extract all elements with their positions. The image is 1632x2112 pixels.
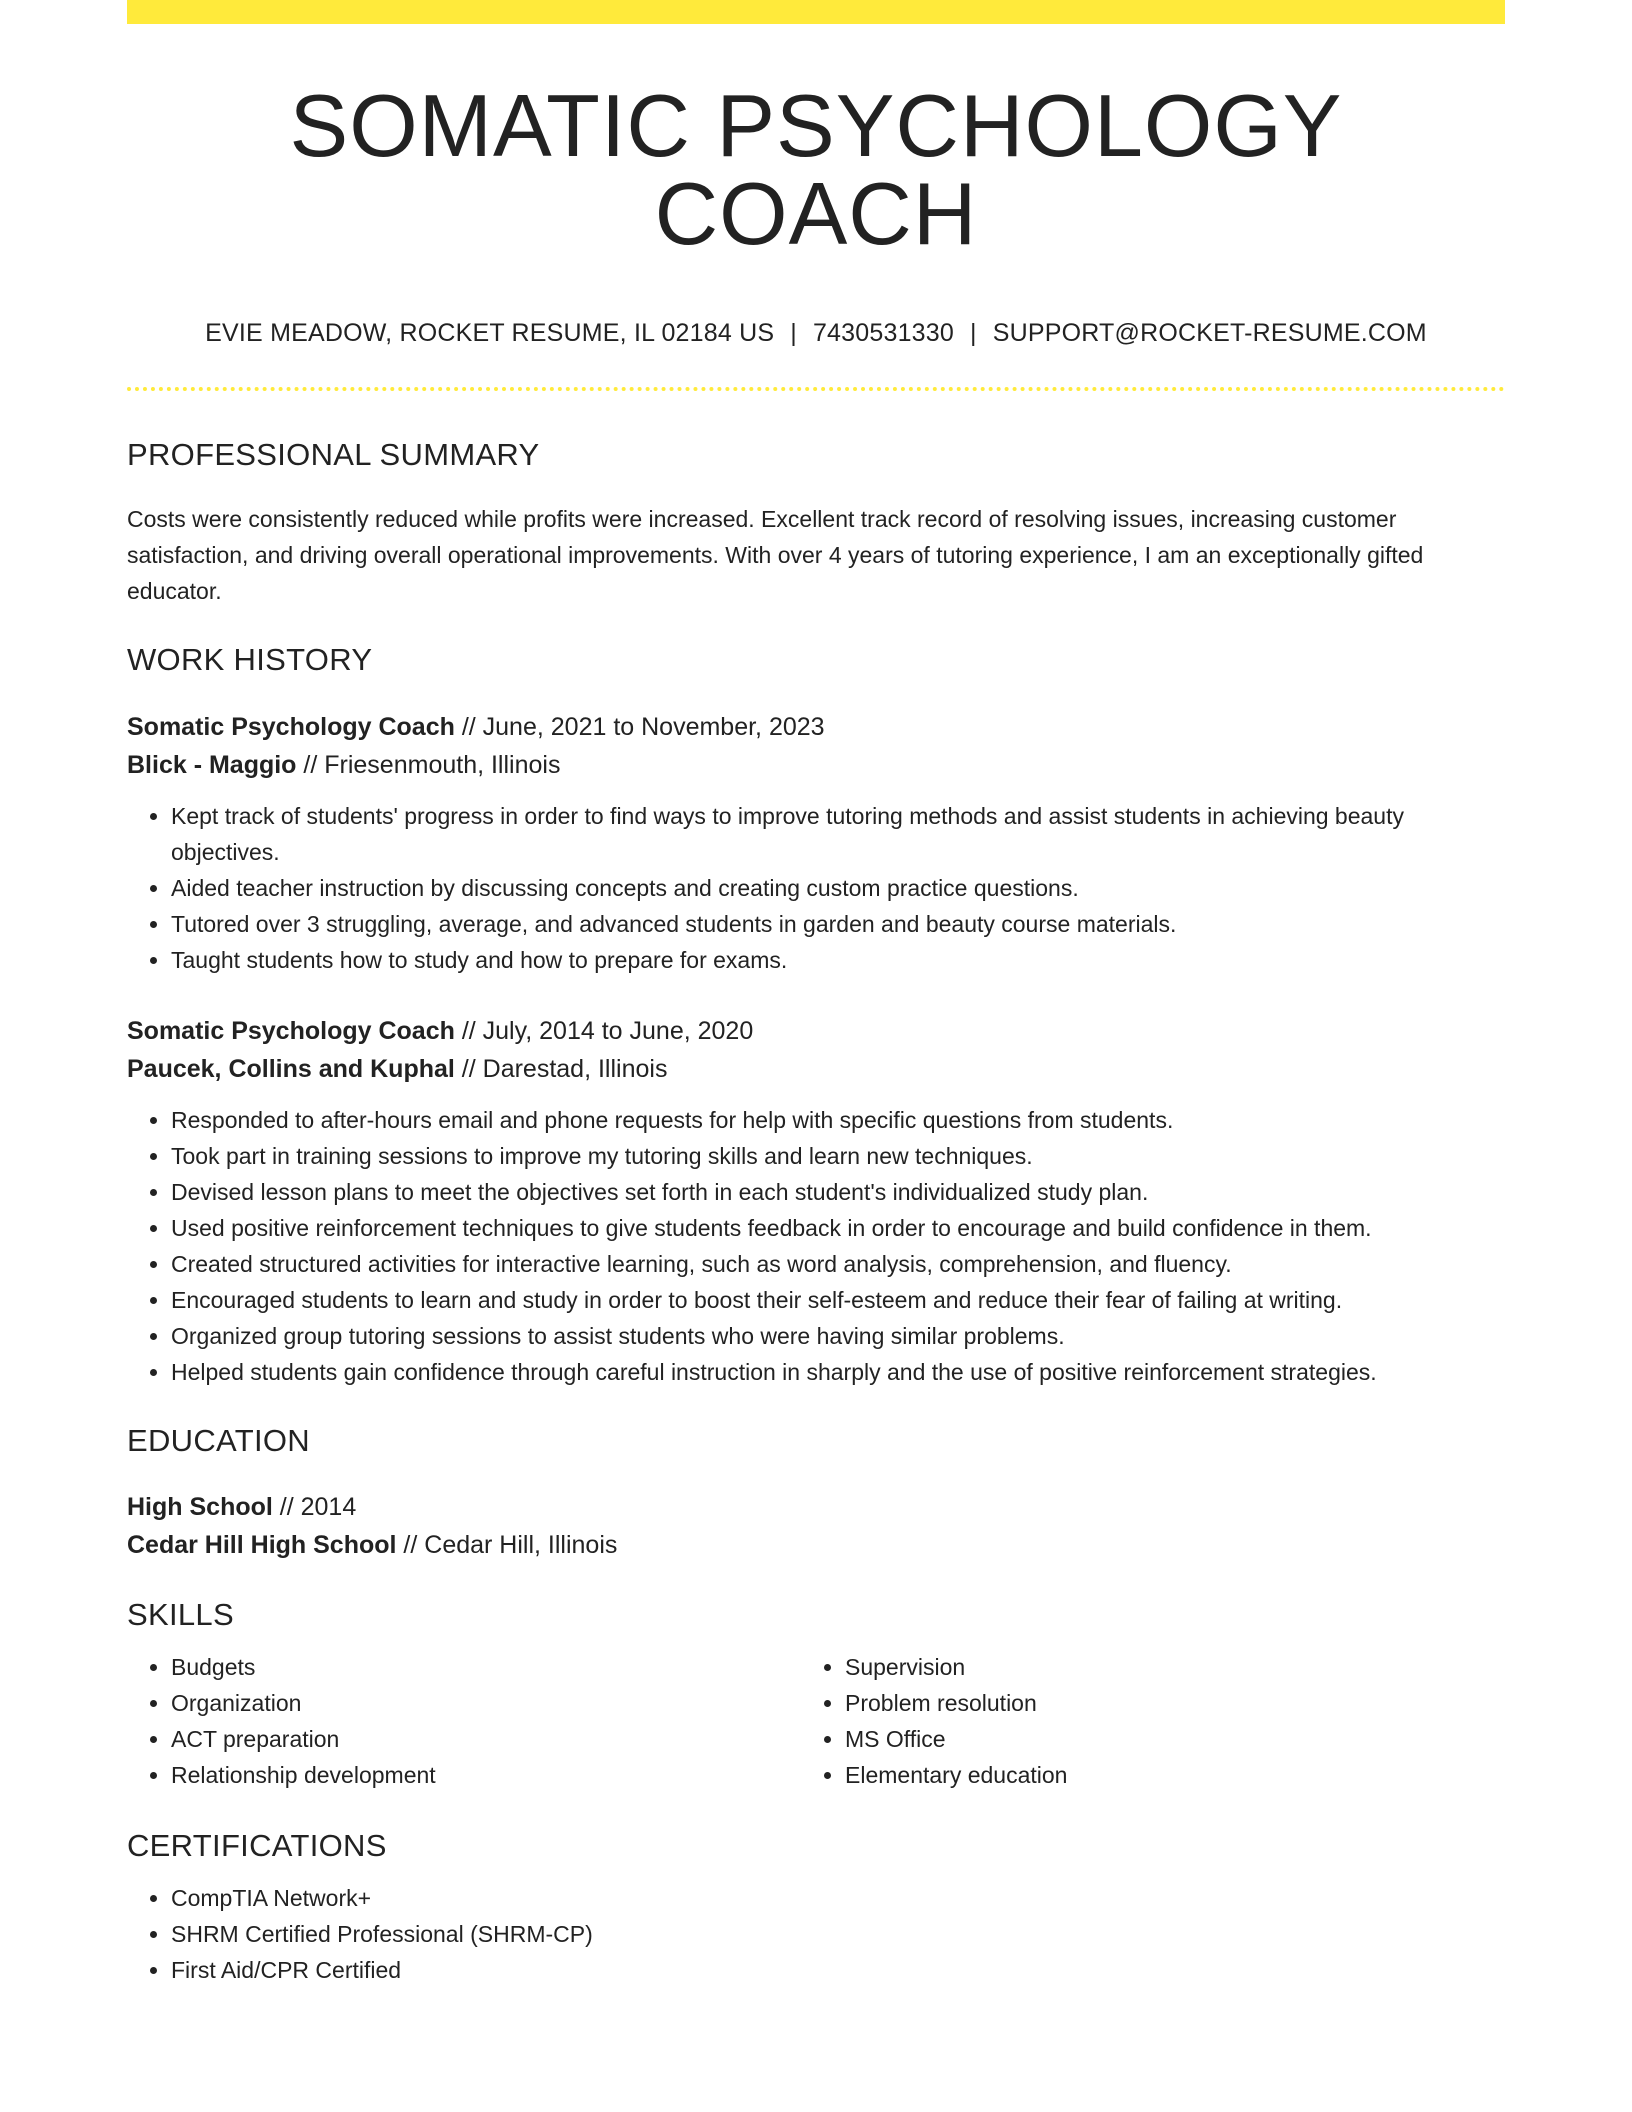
skills-list-left	[127, 1649, 801, 1793]
certification-item: • SHRM Certified Professional (SHRM-CP)	[171, 1916, 1505, 1952]
job-entry	[127, 708, 1505, 978]
top-accent-bar	[127, 0, 1505, 24]
certifications-heading: CERTIFICATIONS	[127, 1827, 387, 1863]
job-bullet: • Took part in training sessions to improve my tutoring skills and learn new techniques.	[171, 1138, 1505, 1174]
skills-list-right	[801, 1649, 1475, 1793]
contact-separator: |	[970, 319, 977, 347]
education-location: // Cedar Hill, Illinois	[396, 1530, 618, 1559]
skill-item: • MS Office	[845, 1721, 1475, 1757]
job-bullet: • Created structured activities for interactive learning, such as word analysis, comprehension, and fluency.	[171, 1246, 1505, 1282]
skill-item: • Relationship development	[171, 1757, 801, 1793]
skills-heading: SKILLS	[127, 1596, 234, 1632]
education-school: Cedar Hill High School	[127, 1530, 397, 1559]
certification-item: • First Aid/CPR Certified	[171, 1952, 1505, 1988]
job-bullet: • Tutored over 3 struggling, average, and advanced students in garden and beauty course materials.	[171, 906, 1505, 942]
skill-item: • Problem resolution	[845, 1685, 1475, 1721]
education-entry	[127, 1488, 1505, 1564]
contact-phone: 7430531330	[812, 319, 954, 347]
job-bullet: • Encouraged students to learn and study in order to boost their self-esteem and reduce their fear of failing at writing.	[171, 1282, 1505, 1318]
skill-item: • Elementary education	[845, 1757, 1475, 1793]
job-title: Somatic Psychology Coach	[127, 1017, 455, 1046]
dotted-divider	[127, 387, 1505, 391]
job-bullet: • Devised lesson plans to meet the objectives set forth in each student's individualized study plan.	[171, 1174, 1505, 1210]
job-location: // Friesenmouth, Illinois	[296, 751, 561, 780]
skill-item: • Organization	[171, 1685, 801, 1721]
education-year: // 2014	[272, 1492, 357, 1521]
certifications-list	[127, 1880, 1505, 1988]
education-degree: High School	[127, 1492, 273, 1521]
contact-address: EVIE MEADOW, ROCKET RESUME, IL 02184 US	[205, 319, 775, 347]
job-company: Blick - Maggio	[127, 751, 297, 780]
summary-text: Costs were consistently reduced while profits were increased. Excellent track record of resolving issues, increasing customer satisfaction, and driving overall operational improvements. With over 4 years of tutoring experience, I am an exceptionally gifted educator.	[127, 506, 1424, 605]
summary-heading: PROFESSIONAL SUMMARY	[127, 437, 540, 472]
job-bullet: • Responded to after-hours email and phone requests for help with specific questions from students.	[171, 1102, 1505, 1138]
certification-item: • CompTIA Network+	[171, 1880, 1505, 1916]
contact-email: SUPPORT@ROCKET-RESUME.COM	[992, 319, 1427, 347]
job-bullet: • Aided teacher instruction by discussing concepts and creating custom practice questions.	[171, 870, 1505, 906]
job-title-line	[127, 708, 1505, 746]
skill-item: • ACT preparation	[171, 1721, 801, 1757]
resume-title: SOMATIC PSYCHOLOGY COACH	[289, 76, 1343, 263]
skills-columns	[127, 1649, 1505, 1793]
job-location: // Darestad, Illinois	[454, 1055, 668, 1084]
job-bullet: • Kept track of students' progress in order to find ways to improve tutoring methods and assist students in achieving beauty objectives.	[171, 798, 1505, 870]
job-company-line	[127, 746, 1505, 784]
job-bullet: • Used positive reinforcement techniques to give students feedback in order to encourage and build confidence in them.	[171, 1210, 1505, 1246]
job-entry	[127, 1012, 1505, 1390]
job-title: Somatic Psychology Coach	[127, 713, 455, 742]
job-title-line	[127, 1012, 1505, 1050]
education-school-line	[127, 1526, 1505, 1564]
job-bullet: • Taught students how to study and how to prepare for exams.	[171, 942, 1505, 978]
skill-item: • Supervision	[845, 1649, 1475, 1685]
contact-line	[127, 318, 1505, 348]
job-dates: // June, 2021 to November, 2023	[454, 713, 825, 742]
education-heading: EDUCATION	[127, 1423, 310, 1459]
job-company: Paucek, Collins and Kuphal	[127, 1055, 455, 1084]
contact-separator: |	[790, 319, 797, 347]
work-history-heading: WORK HISTORY	[127, 642, 373, 678]
job-dates: // July, 2014 to June, 2020	[454, 1017, 754, 1046]
education-degree-line	[127, 1488, 1505, 1526]
job-bullets	[127, 798, 1505, 978]
job-bullet: • Helped students gain confidence through careful instruction in sharply and the use of positive reinforcement strategies.	[171, 1354, 1505, 1390]
job-bullet: • Organized group tutoring sessions to assist students who were having similar problems.	[171, 1318, 1505, 1354]
skill-item: • Budgets	[171, 1649, 801, 1685]
job-bullets	[127, 1102, 1505, 1390]
job-company-line	[127, 1050, 1505, 1088]
